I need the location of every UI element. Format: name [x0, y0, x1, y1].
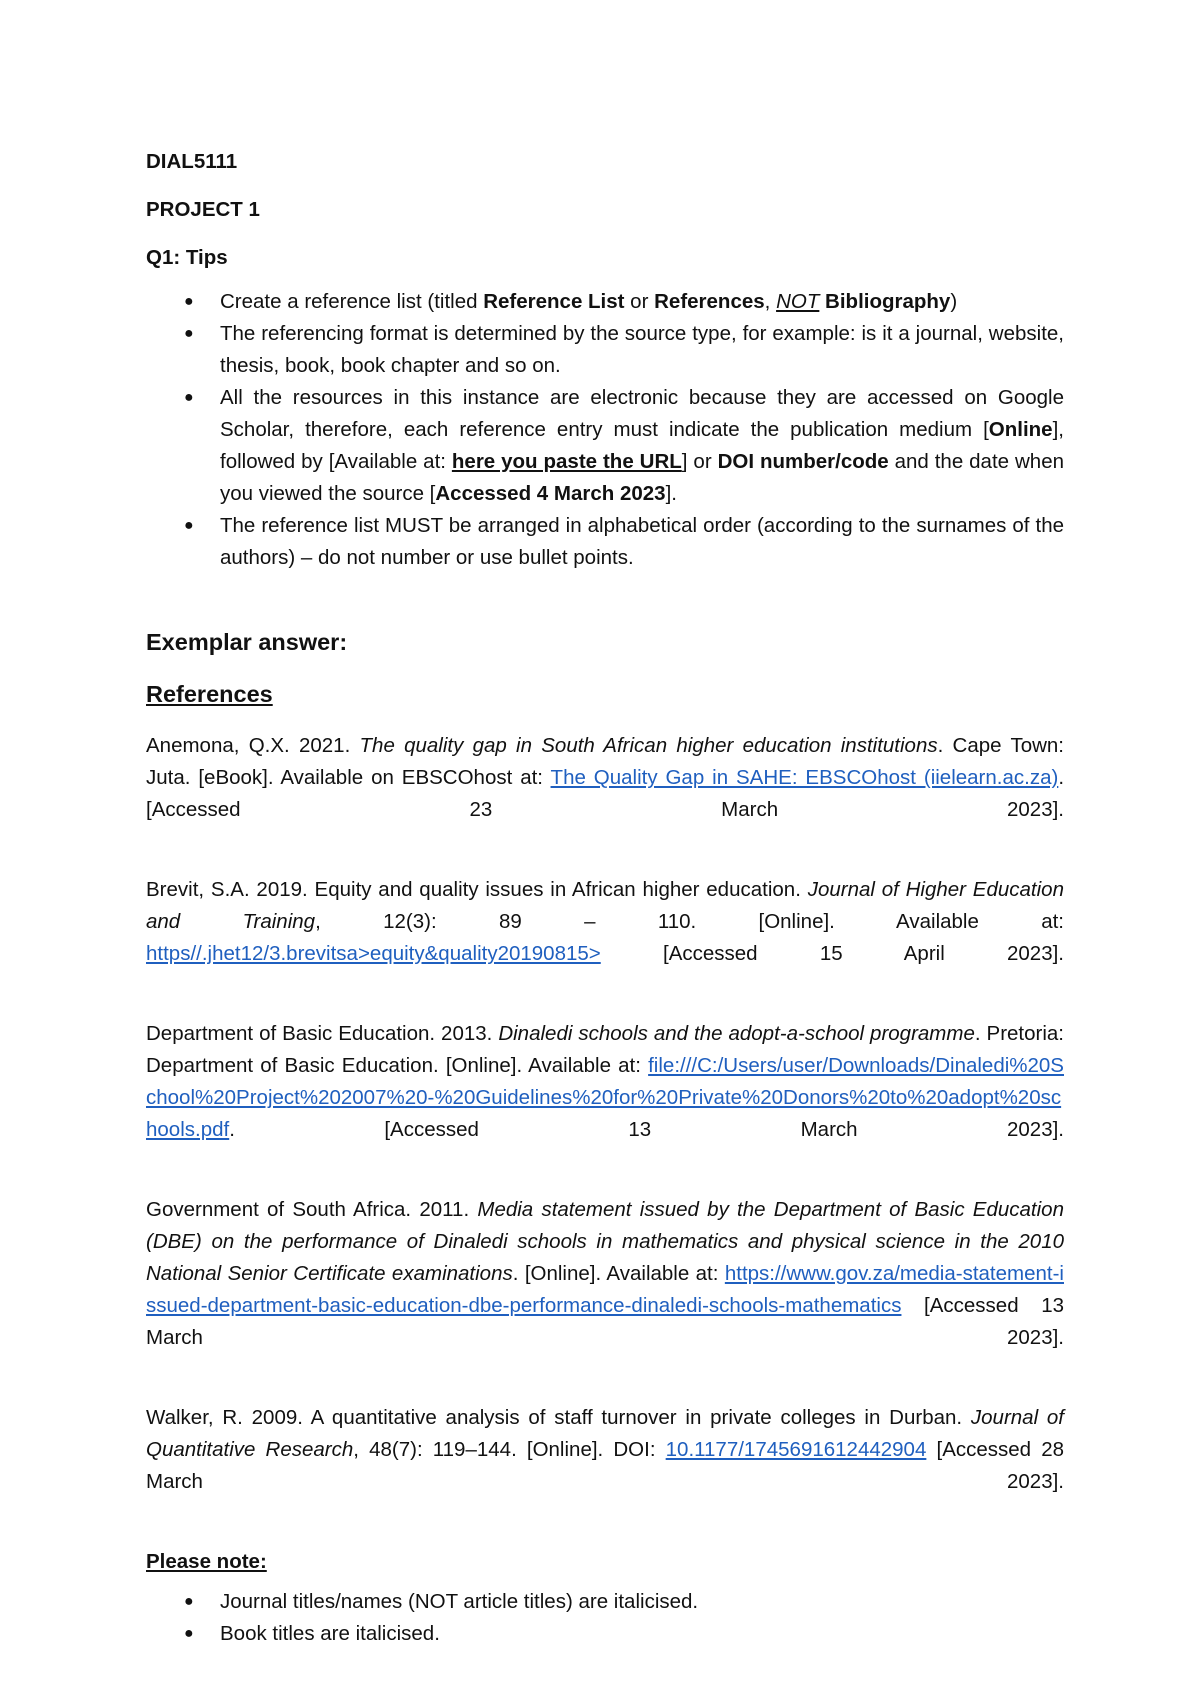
bullet-icon: ●: [184, 389, 194, 406]
note-text: Book titles are italicised.: [220, 1622, 440, 1645]
ref-text: [Accessed 15 April 2023].: [600, 942, 1064, 965]
ref-link[interactable]: 10.1177/1745691612442904: [665, 1438, 927, 1461]
ref-text: . [Accessed 23 March 2023].: [146, 766, 1065, 821]
ref-journal: Journal of Higher Education and Training: [146, 878, 1064, 933]
tip-text: ], followed by [Available at:: [220, 418, 1064, 473]
tip-item: [146, 510, 1064, 574]
tip-text: The referencing format is determined by the source type, for example: is it a journal, website, thesis, book, book chapter and so on.: [220, 322, 1064, 377]
tip-item: [146, 318, 1064, 382]
please-note-heading: Please note:: [146, 1550, 267, 1573]
tip-text: or: [624, 290, 655, 313]
ref-text: , 48(7): 119–144. [Online]. DOI:: [353, 1438, 666, 1461]
tip-bold: Reference List: [483, 290, 625, 313]
tip-text: Create a reference list (titled: [220, 290, 484, 313]
ref-text: , 12(3): 89 – 110. [Online]. Available at:: [315, 910, 1064, 933]
note-item: [146, 1586, 1064, 1618]
ref-text: Brevit, S.A. 2019. Equity and quality issues in African higher education.: [146, 878, 808, 901]
bullet-icon: ●: [184, 325, 194, 342]
tip-text: All the resources in this instance are electronic because they are accessed on Google Scholar, therefore, each reference entry must indicate the publication medium [: [220, 386, 1064, 441]
project-title: PROJECT 1: [146, 198, 260, 221]
tip-bold: Online: [988, 418, 1053, 441]
reference-entry: [146, 1018, 1064, 1178]
ref-text: . [Accessed 13 March 2023].: [229, 1118, 1064, 1141]
question-title: Q1: Tips: [146, 246, 228, 269]
ref-text: Anemona, Q.X. 2021.: [146, 734, 360, 757]
tip-text: ] or: [681, 450, 718, 473]
ref-title: The quality gap in South African higher education institutions: [359, 734, 938, 757]
tip-text: ].: [665, 482, 677, 505]
ref-text: . Pretoria: Department of Basic Education. [Online]. Available at:: [146, 1022, 1064, 1077]
reference-entry: [146, 874, 1064, 1002]
tip-bold-underline: here you paste the URL: [451, 450, 682, 473]
tip-item: [146, 286, 1064, 318]
ref-link[interactable]: The Quality Gap in SAHE: EBSCOhost (iielearn.ac.za): [550, 766, 1059, 789]
reference-entry: [146, 1194, 1064, 1386]
bullet-icon: ●: [184, 517, 194, 534]
bullet-icon: ●: [184, 1593, 194, 1610]
ref-text: [Accessed 28 March 2023].: [146, 1438, 1064, 1493]
tip-bold: References: [654, 290, 765, 313]
tip-bold: DOI number/code: [717, 450, 889, 473]
tip-text: The reference list MUST be arranged in alphabetical order (according to the surnames of the authors) – do not number or use bullet points.: [220, 514, 1064, 569]
reference-entry: [146, 1402, 1064, 1530]
ref-text: . Cape Town: Juta. [eBook]. Available on EBSCOhost at:: [146, 734, 1064, 789]
bullet-icon: ●: [184, 293, 194, 310]
bullet-icon: ●: [184, 1625, 194, 1642]
ref-title: Dinaledi schools and the adopt-a-school programme: [498, 1022, 975, 1045]
tip-emphasis: NOT: [776, 290, 820, 313]
tip-bold: Accessed 4 March 2023: [435, 482, 666, 505]
tip-item: [146, 382, 1064, 510]
note-item: [146, 1618, 1064, 1650]
ref-text: . [Online]. Available at:: [512, 1262, 725, 1285]
tip-text: ,: [764, 290, 777, 313]
notes-list: [146, 1586, 1064, 1650]
document-content: [146, 146, 1064, 1650]
ref-text: Walker, R. 2009. A quantitative analysis of staff turnover in private colleges in Durban.: [146, 1406, 971, 1429]
note-text: Journal titles/names (NOT article titles) are italicised.: [220, 1590, 699, 1613]
ref-title: Media statement issued by the Department of Basic Education (DBE) on the performance of Dinaledi schools in mathematics and physical science in the 2010 National Senior Certificate examinations: [146, 1198, 1064, 1285]
tip-bold: Bibliography: [825, 290, 951, 313]
ref-text: [Accessed 13 March 2023].: [146, 1294, 1064, 1349]
ref-link[interactable]: file:///C:/Users/user/Downloads/Dinaledi%20School%20Project%202007%20-%20Guidelines%20for%20Private%20Donors%20to%20adopt%20schools.pdf: [146, 1054, 1064, 1141]
ref-link[interactable]: https://www.gov.za/media-statement-issued-department-basic-education-dbe-performance-dinaledi-schools-mathematics: [146, 1262, 1064, 1317]
ref-journal: Journal of Quantitative Research: [146, 1406, 1065, 1461]
references-heading: References: [146, 681, 273, 707]
reference-entry: [146, 730, 1064, 858]
ref-text: Department of Basic Education. 2013.: [146, 1022, 499, 1045]
ref-text: Government of South Africa. 2011.: [146, 1198, 478, 1221]
tip-text: and the date when you viewed the source [: [220, 450, 1064, 505]
tips-list: [146, 286, 1064, 574]
course-code: DIAL5111: [146, 150, 238, 173]
ref-link[interactable]: https//.jhet12/3.brevitsa>equity&quality20190815>: [146, 942, 601, 965]
exemplar-heading: Exemplar answer:: [146, 629, 348, 655]
tip-text: ): [950, 290, 958, 313]
